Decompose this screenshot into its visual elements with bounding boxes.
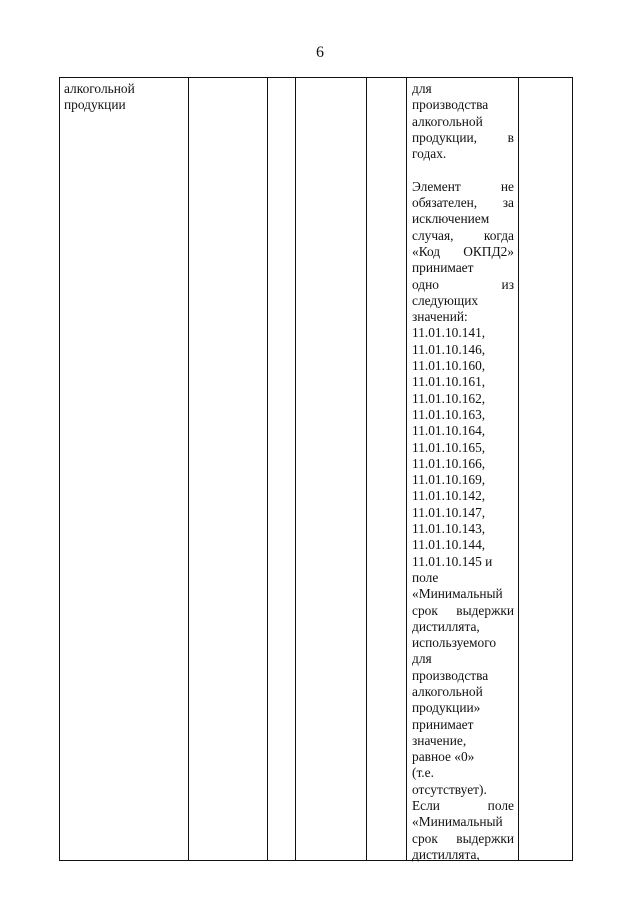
description-line: «Код ОКПД2» xyxy=(412,243,514,259)
description-line: годах. xyxy=(412,146,447,162)
description-line: обязателен, за xyxy=(412,195,514,211)
description-line: исключением xyxy=(412,211,490,227)
description-line: дистиллята, xyxy=(412,846,480,862)
description-line: 11.01.10.164, xyxy=(412,423,486,439)
description-line: 11.01.10.163, xyxy=(412,406,486,422)
column-divider-6 xyxy=(518,78,519,860)
paragraph-gap xyxy=(412,162,514,178)
column-divider-5 xyxy=(406,78,407,860)
description-line: 11.01.10.141, xyxy=(412,325,486,341)
description-line: используемого xyxy=(412,635,497,651)
description-line: 11.01.10.165, xyxy=(412,439,486,455)
description-cell xyxy=(412,81,514,863)
document-table xyxy=(59,77,573,861)
description-line: производства xyxy=(412,97,489,113)
description-line: 11.01.10.169, xyxy=(412,472,486,488)
description-line: принимает xyxy=(412,716,474,732)
description-line: 11.01.10.160, xyxy=(412,358,486,374)
description-line: производства xyxy=(412,667,489,683)
description-line: «Минимальный xyxy=(412,814,503,830)
description-line: значений: xyxy=(412,309,468,325)
description-line: Элемент не xyxy=(412,178,514,194)
description-line: отсутствует). xyxy=(412,781,487,797)
description-line: «Минимальный xyxy=(412,586,503,602)
description-line: срок выдержки xyxy=(412,602,514,618)
page-number: 6 xyxy=(316,44,324,61)
description-line: дистиллята, xyxy=(412,618,480,634)
first-column-cell xyxy=(64,81,184,114)
column-divider-4 xyxy=(366,78,367,860)
description-line: принимает xyxy=(412,260,474,276)
description-line: 11.01.10.147, xyxy=(412,504,486,520)
description-line: продукции, в xyxy=(412,129,514,145)
description-line: (т.е. xyxy=(412,765,434,781)
description-line: Если поле xyxy=(412,798,514,814)
description-line: 11.01.10.162, xyxy=(412,390,486,406)
description-line: одно из xyxy=(412,276,514,292)
description-line: поле xyxy=(412,569,439,585)
description-line: срок выдержки xyxy=(412,830,514,846)
description-line: алкогольной xyxy=(412,113,483,129)
description-line: 11.01.10.161, xyxy=(412,374,486,390)
description-line: 11.01.10.143, xyxy=(412,521,486,537)
description-line: 11.01.10.166, xyxy=(412,455,486,471)
column-divider-1 xyxy=(188,78,189,860)
description-line: для xyxy=(412,81,432,96)
description-line: 11.01.10.146, xyxy=(412,341,486,357)
description-line: алкогольной xyxy=(412,683,483,699)
description-line: 11.01.10.142, xyxy=(412,488,486,504)
description-line: 11.01.10.144, xyxy=(412,537,486,553)
description-line: равное «0» xyxy=(412,749,475,765)
first-cell-line: продукции xyxy=(64,97,126,113)
description-line: следующих xyxy=(412,292,479,308)
description-line: продукции» xyxy=(412,700,481,716)
description-line: 11.01.10.145 и xyxy=(412,553,493,569)
description-line: значение, xyxy=(412,732,467,748)
column-divider-2 xyxy=(267,78,268,860)
description-line: для xyxy=(412,651,432,667)
description-line: случая, когда xyxy=(412,227,514,243)
column-divider-3 xyxy=(295,78,296,860)
first-cell-line: алкогольной xyxy=(64,81,135,96)
